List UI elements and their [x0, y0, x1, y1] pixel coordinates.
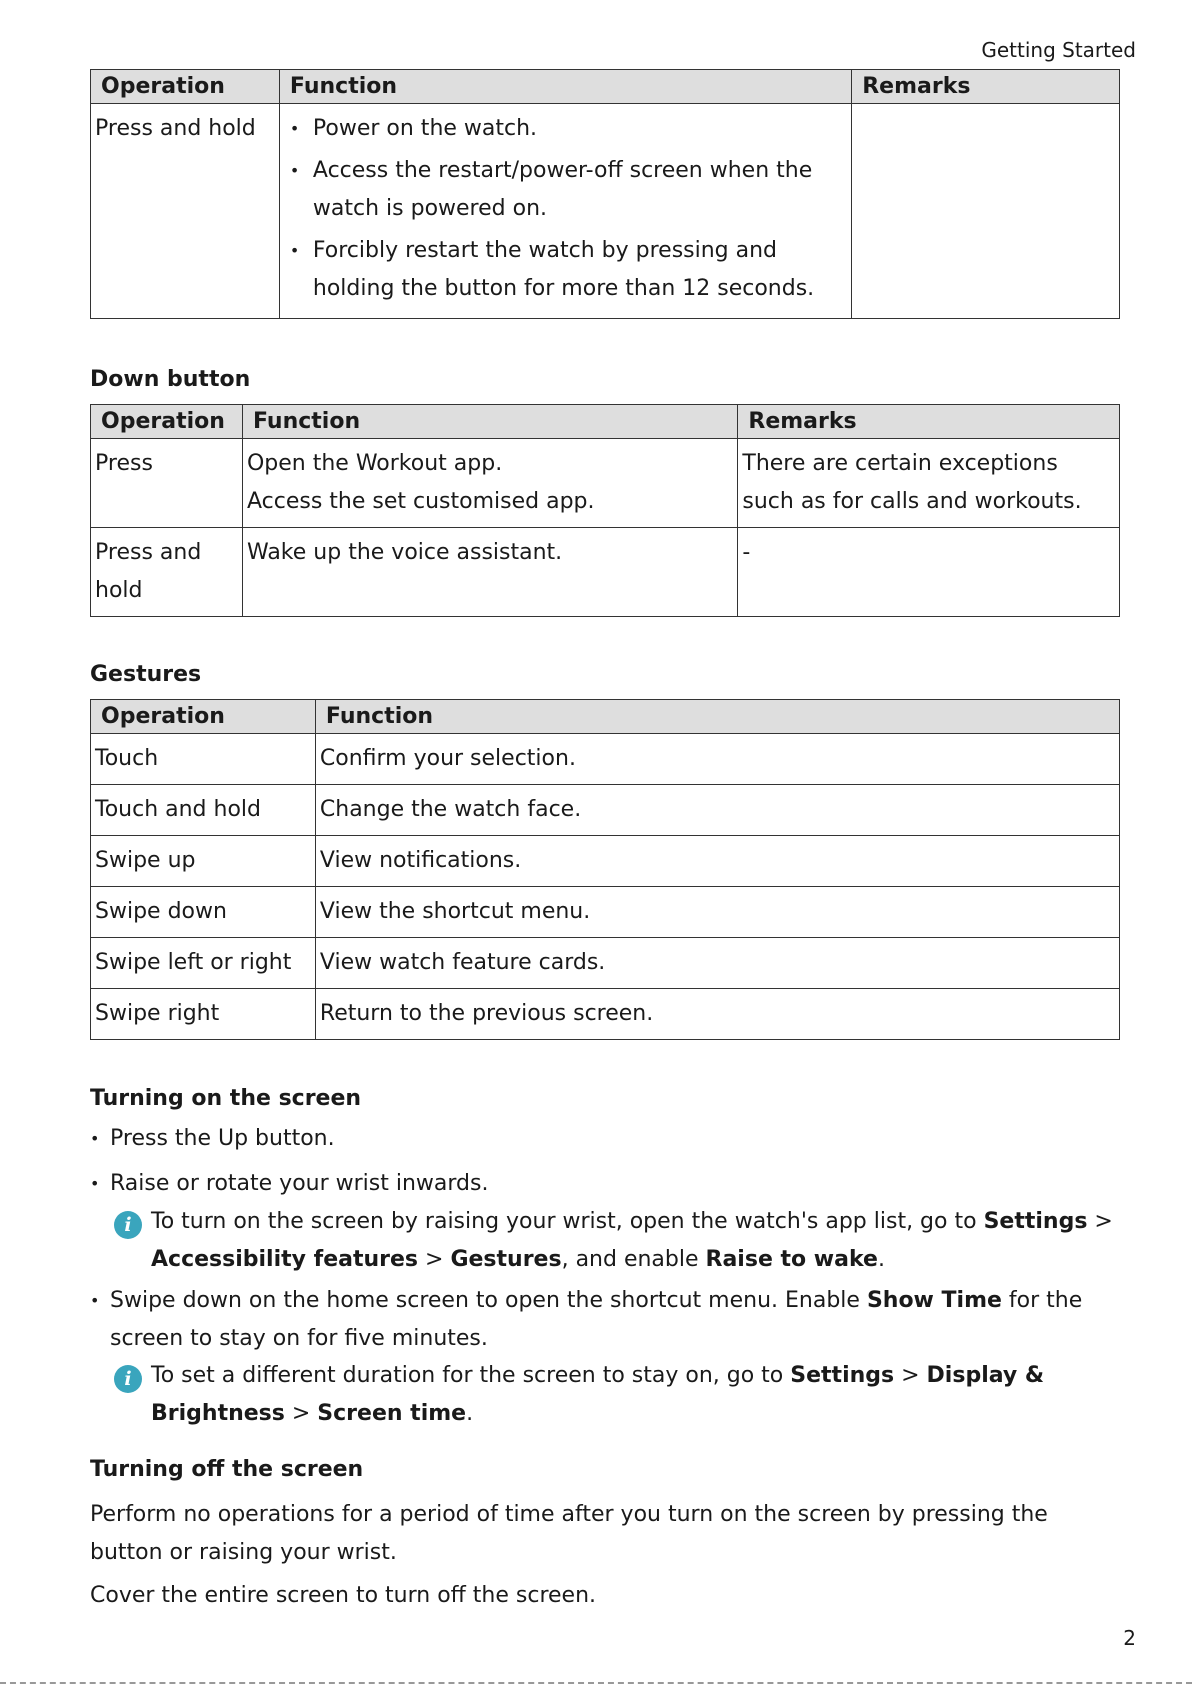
page-bottom-rule — [0, 1682, 1192, 1684]
bullet-show-time: • Swipe down on the home screen to open the shortcut menu. Enable Show Time for the screen to stay on for five minutes. — [90, 1282, 1120, 1358]
table-header-row — [91, 405, 1120, 439]
page-number: 2 — [1123, 1626, 1136, 1650]
bullet-press-up: • Press the Up button. — [90, 1120, 1120, 1158]
down-button-table — [90, 404, 1120, 617]
list-item: • Power on the watch. — [284, 110, 847, 148]
info-icon: i — [114, 1365, 142, 1393]
function-cell: View notifications. — [315, 836, 1119, 887]
function-cell: Return to the previous screen. — [315, 989, 1119, 1040]
function-cell: Confirm your selection. — [315, 734, 1119, 785]
column-header: Operation — [91, 70, 280, 104]
column-header: Function — [242, 405, 737, 439]
turning-off-heading: Turning off the screen — [90, 1457, 364, 1482]
table-row — [91, 439, 1120, 528]
table-header-row — [91, 700, 1120, 734]
function-cell: View watch feature cards. — [315, 938, 1119, 989]
column-header: Remarks — [738, 405, 1120, 439]
function-cell: View the shortcut menu. — [315, 887, 1119, 938]
turning-on-heading: Turning on the screen — [90, 1086, 362, 1111]
operation-cell: Swipe right — [91, 989, 316, 1040]
table-row — [91, 734, 1120, 785]
column-header: Operation — [91, 700, 316, 734]
running-header: Getting Started — [981, 38, 1136, 62]
table-row — [91, 104, 1120, 319]
operation-cell: Swipe left or right — [91, 938, 316, 989]
function-cell: Change the watch face. — [315, 785, 1119, 836]
turn-off-paragraph-2: Cover the entire screen to turn off the screen. — [90, 1583, 597, 1608]
note-raise-to-wake: i To turn on the screen by raising your wrist, open the watch's app list, go to Settings > Accessibility features > Gestures, and enable Raise to wake. — [114, 1203, 1141, 1279]
operation-cell: Swipe up — [91, 836, 316, 887]
function-cell — [242, 439, 737, 528]
gestures-table — [90, 699, 1120, 1040]
note-screen-time: i To set a different duration for the screen to stay on, go to Settings > Display & Brightness > Screen time. — [114, 1357, 1141, 1433]
bullet-raise-wrist: • Raise or rotate your wrist inwards. — [90, 1165, 1120, 1203]
list-item: • Forcibly restart the watch by pressing and holding the button for more than 12 seconds. — [284, 232, 847, 308]
column-header: Function — [279, 70, 851, 104]
table-row — [91, 785, 1120, 836]
remarks-cell — [852, 104, 1120, 319]
function-cell: Wake up the voice assistant. — [242, 528, 737, 617]
function-list — [284, 110, 847, 308]
column-header: Remarks — [852, 70, 1120, 104]
table-row — [91, 989, 1120, 1040]
table-header-row — [91, 70, 1120, 104]
table-row — [91, 887, 1120, 938]
column-header: Operation — [91, 405, 243, 439]
down-button-heading: Down button — [90, 367, 251, 392]
operation-cell: Touch and hold — [91, 785, 316, 836]
up-button-table — [90, 69, 1120, 319]
operation-cell: Touch — [91, 734, 316, 785]
function-cell — [279, 104, 851, 319]
info-icon: i — [114, 1211, 142, 1239]
gestures-heading: Gestures — [90, 662, 202, 687]
turn-off-paragraph-1: Perform no operations for a period of time after you turn on the screen by pressing the button or raising your wrist. — [90, 1502, 1048, 1565]
remarks-cell: - — [738, 528, 1120, 617]
table-row — [91, 836, 1120, 887]
column-header: Function — [315, 700, 1119, 734]
function-line: Access the set customised app. — [246, 489, 595, 514]
operation-cell: Swipe down — [91, 887, 316, 938]
operation-cell: Press and hold — [91, 528, 243, 617]
list-item: • Access the restart/power-off screen when the watch is powered on. — [284, 152, 847, 228]
table-row — [91, 938, 1120, 989]
table-row — [91, 528, 1120, 617]
remarks-cell: There are certain exceptions such as for calls and workouts. — [738, 439, 1120, 528]
function-line: Open the Workout app. — [246, 451, 503, 476]
operation-cell: Press and hold — [91, 104, 280, 319]
operation-cell: Press — [91, 439, 243, 528]
